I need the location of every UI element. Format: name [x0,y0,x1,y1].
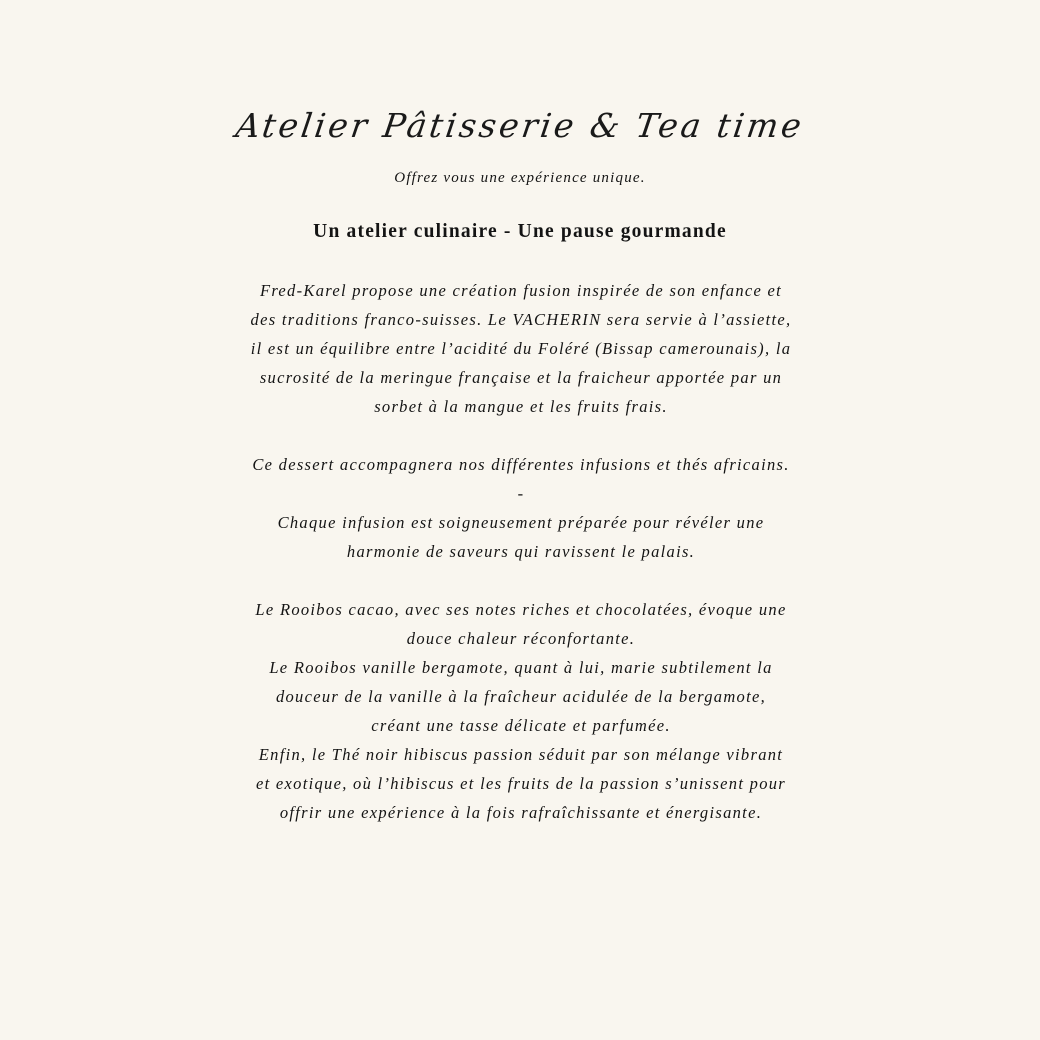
subtitle: Un atelier culinaire - Une pause gourmande [313,221,727,242]
page-title: Atelier Pâtisserie & Tea time [233,106,807,145]
description-body [250,276,792,827]
the-noir-text: Enfin, le Thé noir hibiscus passion séduit par son mélange vibrant et exotique, où l’hibiscus et les fruits de la passion s’unissent pour offrir une expérience à la fois rafraîchissante et énergisante. [255,745,787,822]
rooibos-vanille-text: Le Rooibos vanille bergamote, quant à lui, marie subtilement la douceur de la vanille à la fraîcheur acidulée de la bergamote, créant une tasse délicate et parfumée. [269,658,773,735]
pairing-paragraph: Ce dessert accompagnera nos différentes infusions et thés africains. [252,455,790,474]
tagline: Offrez vous une expérience unique. [394,170,646,186]
dessert-paragraph: Fred-Karel propose une création fusion inspirée de son enfance et des traditions franco-suisses. Le VACHERIN sera servie à l’assiette, il est un équilibre entre l’acidité du Foléré (Bissap camerounais), la sucrosité de la meringue française et la fraicheur apportée par un sorbet à la mangue et les fruits frais. [250,281,792,416]
paragraph-gap [250,421,792,450]
paragraph-gap [250,566,792,595]
infusion-intro: Chaque infusion est soigneusement préparée pour révéler une harmonie de saveurs qui ravissent le palais. [277,513,765,561]
separator: - [517,484,525,503]
rooibos-cacao-text: Le Rooibos cacao, avec ses notes riches et chocolatées, évoque une douce chaleur réconfortante. [255,600,787,648]
